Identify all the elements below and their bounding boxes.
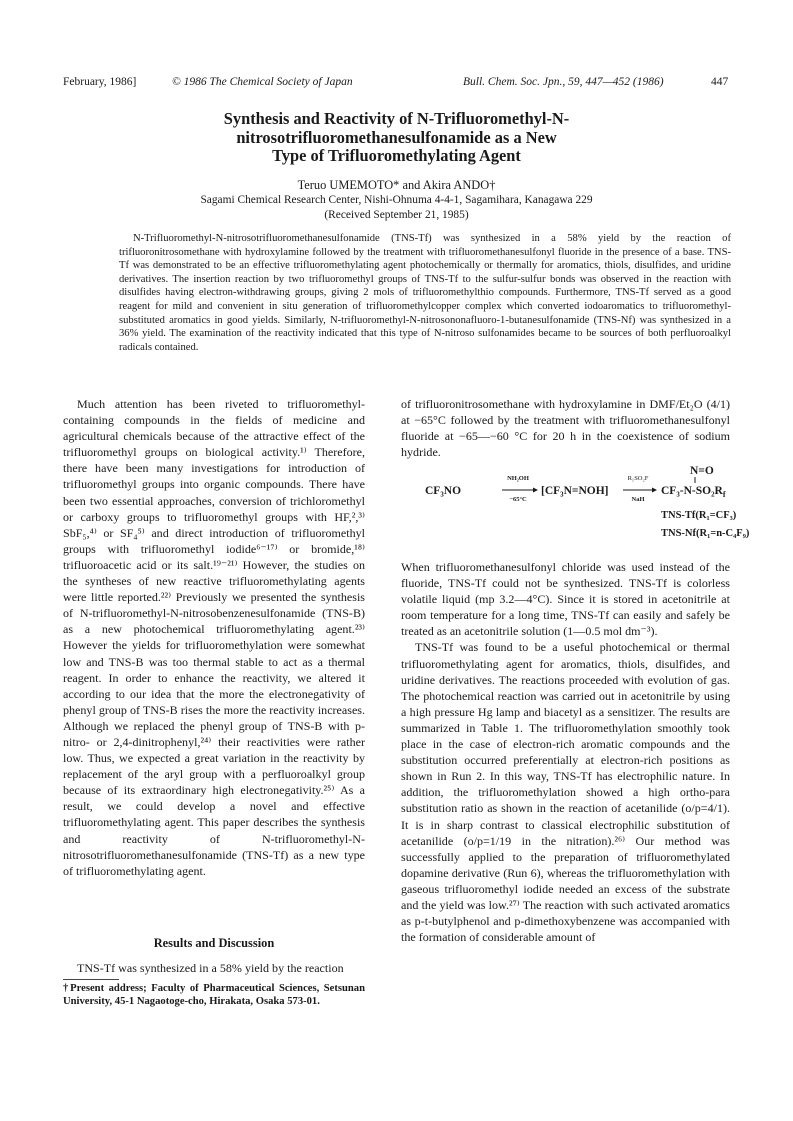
condition-2: NaH [631, 496, 645, 503]
properties-paragraph: When trifluoromethanesulfonyl chloride was used instead of the fluoride, TNS-Tf could not be synthesized. TNS-Tf is colorless volatile liquid (mp 3.2—4°C). Since it is stored in acetonitrile at room temperature for a long time, TNS-Tf can easily and safely be treated as an acetonitrile solution (1—0.5 mol dm⁻³). [401, 560, 730, 639]
intro-paragraph: Much attention has been riveted to trifluoromethyl-containing compounds in the fields of medicine and agricultural chemicals because of the attractive effect of the trifluoromethyl groups on biological activity.¹⁾ Therefore, there have been many investigations for introduction of trifluoromethyl groups into organic compounds. There have been two essential approaches, conversion of trichloromethyl or carboxy groups to trifluoromethyl groups with HF,²,³⁾ SbF₅,⁴⁾ or SF₄⁵⁾ and direct introduction of trifluoromethyl groups with trifluoromethyl iodide⁶⁻¹⁷⁾ or bromide,¹⁸⁾ trifluoroacetic acid or its salt.¹⁹⁻²¹⁾ However, the studies on the syntheses of new reactive trifluoromethylating agents were little reported.²²⁾ Previously we presented the synthesis of N-trifluoromethyl-N-nitrosobenzenesulfonamide (TNS-B) as a new photochemical trifluoromethylating agent.²³⁾ However the yields for trifluoromethylation were somewhat low and TNS-B was too thermal stable to act as a thermal reagent. In order to enhance the reactivity, we altered it according to our idea that the more the electronegativity of phenyl group of TNS-B rises the more the reactivity increases. Although we replaced the phenyl group of TNS-B with p-nitro- or 2,4-dinitrophenyl,²⁴⁾ their reactivities were rather low. Thus, we expected a great variation in the reactivity by replacement of the aryl group with a perfluoroalkyl group because of its extraordinary high electronegativity.²⁵⁾ As a result, we could develop a novel and effective trifluoromethylating agent. This paper describes the synthesis and reactivity of N-trifluoromethyl-N-nitrosotrifluoromethanesulfonamide (TNS-Tf) as a new type of trifluoromethylating agent. [63, 397, 365, 878]
reagent-2: R₁SO₂F [627, 475, 649, 482]
reaction-scheme-svg [420, 465, 750, 552]
arrow-1-head [533, 488, 538, 493]
title-line-2: nitrosotrifluoromethanesulfonamide as a New [236, 127, 557, 147]
arrow-2-head [652, 488, 657, 493]
paper-title [100, 110, 693, 166]
nitroso-group: N=O [690, 465, 714, 477]
title-line-3: Type of Trifluoromethylating Agent [272, 146, 521, 165]
reactivity-paragraph: TNS-Tf was found to be a useful photochemical or thermal trifluoromethylating agent for aromatics, thiols, disulfides, and uridine derivatives. The reactions proceeded with evolution of gas. The photochemical reaction was carried out in acetonitrile by using a high pressure Hg lamp and biacetyl as a sensitizer. The results are summarized in Table 1. The trifluoromethylation smoothly took place in the case of electron-rich aromatic compounds and the substitution occurred preferentially at electron-rich positions as shown in Run 2. In this way, TNS-Tf has electrophilic nature. In addition, the trifluoromethylation showed a high ortho-para substitution ratio as shown in the reaction of acetanilide (o/p=4/1). It is in sharp contrast to classical electrophilic substitution of acetanilide (o/p=1/19 in the nitration).²⁶⁾ Our method was successfully applied to the preparation of trifluoromethylated dopamine derivative (Run 6), whereas the trifluoromethylation with gaseous trifluoromethyl iodide needed an excess of the substrate and the yield was low.²⁷⁾ The reaction with such activated aromatics as p-t-butylphenol and p-dimethoxybenzene was accompanied with the formation of considerable amount of [401, 640, 730, 945]
header-page-number: 447 [711, 76, 729, 88]
reagent-1: NH₂OH [507, 475, 529, 482]
condition-1: −65°C [509, 496, 527, 503]
title-line-1: Synthesis and Reactivity of N-Trifluoromethyl-N- [223, 109, 570, 128]
product-label-tf: TNS-Tf(R₁=CF₃) [661, 510, 737, 521]
section-heading: Results and Discussion [153, 936, 275, 950]
right-column-bottom [401, 559, 730, 945]
intermediate: [CF₃N=NOH] [541, 485, 609, 497]
header-journal: Bull. Chem. Soc. Jpn., 59, 447—452 (1986) [463, 76, 664, 88]
header-copyright: © 1986 The Chemical Society of Japan [172, 76, 353, 88]
reactant: CF₃NO [425, 485, 462, 497]
abstract: N-Trifluoromethyl-N-nitrosotrifluoromethanesulfonamide (TNS-Tf) was synthesized in a 58% yield by the reaction of trifluoronitrosomethane with hydroxylamine followed by the treatment with trifluoromethanesulfonyl fluoride in the presence of a base. TNS-Tf was demonstrated to be an effective trifluoromethylating agent photochemically or thermally for aromatics, thiols, disulfides, and uridine derivatives. The insertion reaction by two trifluoromethyl groups of TNS-Tf to the sulfur-sulfur bonds was observed in the reaction with disulfides having electron-withdrawing groups, giving 2 mols of trifluoromethylthio compounds. Furthermore, TNS-Tf served as a good reagent for mild and convenient in situ generation of trifluoromethylcopper complex which converted iodoaromatics to trifluoromethyl-substituted aromatics in good yields. Similarly, N-trifluoromethyl-N-nitrosononafluoro-1-butanesulfonamide (TNS-Nf) was synthesized in a 36% yield. The examination of the reactivity indicated that this type of N-nitroso sulfonamides became to be sources of both perfluoroalkyl radicals contained. [119, 233, 731, 353]
reaction-scheme [420, 465, 750, 552]
affiliation: Sagami Chemical Research Center, Nishi-Ohnuma 4-4-1, Sagamihara, Kanagawa 229 [200, 194, 593, 206]
footnote-rule [63, 979, 119, 980]
product: CF₃-$N-SO_2R_f$ [661, 485, 726, 499]
header-date: February, 1986] [63, 76, 137, 88]
synthesis-paragraph: of trifluoronitrosomethane with hydroxylamine in DMF/Et₂O (4/1) at −65°C followed by the treatment with trifluoromethanesulfonyl fluoride at −65—−60 °C for 20 h in the coexistence of sodium hydride. [401, 397, 730, 460]
received-date: (Received September 21, 1985) [324, 209, 469, 221]
right-column-top [401, 396, 730, 460]
footnote: †Present address; Faculty of Pharmaceutical Sciences, Setsunan University, 45-1 Nagaotoge-cho, Hirakata, Osaka 573-01. [63, 983, 365, 1008]
authors: Teruo UMEMOTO* and Akira ANDO† [297, 178, 496, 192]
results-paragraph: TNS-Tf was synthesized in a 58% yield by the reaction [77, 961, 344, 975]
left-column [63, 396, 365, 879]
product-label-nf: TNS-Nf(R₁=n-C₄F₉) [661, 528, 750, 539]
